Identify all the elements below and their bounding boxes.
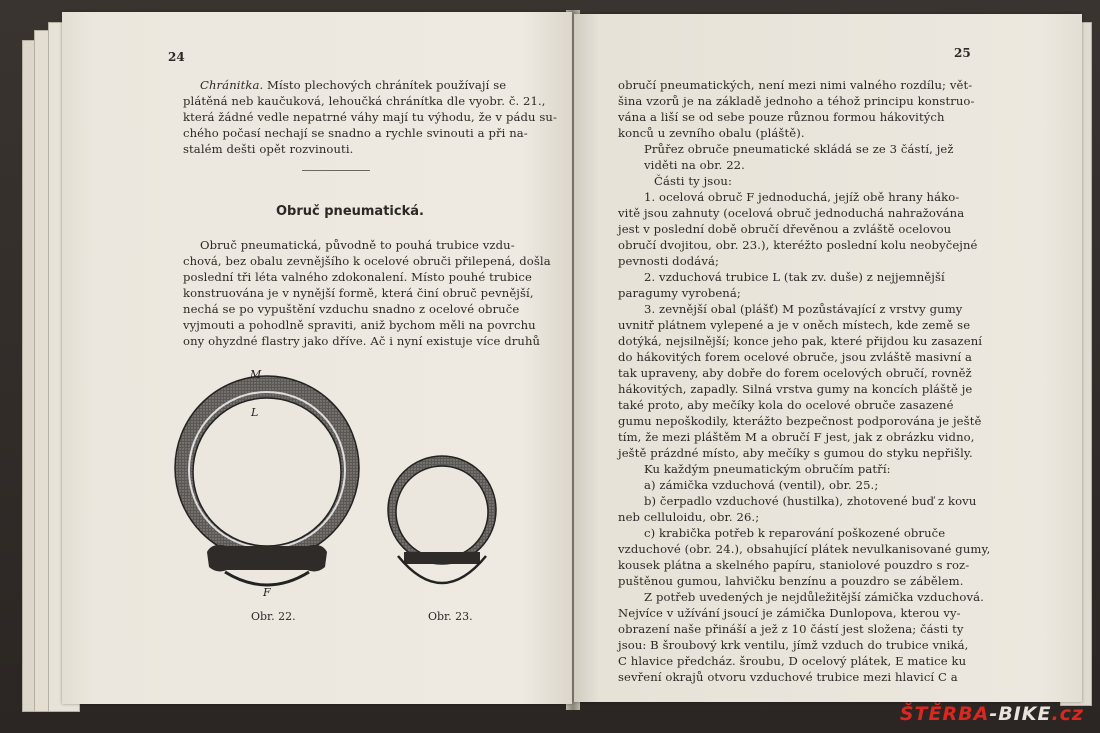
page-number: 25 bbox=[954, 46, 971, 60]
rim-hook bbox=[207, 545, 327, 572]
text-line: pevnosti dodává; bbox=[618, 254, 719, 268]
text-line: Obruč pneumatická, původně to pouhá trubice vzdu- bbox=[200, 238, 515, 252]
text-line: která žádné vedle nepatrné váhy mají tu výhodu, že v pádu su- bbox=[183, 110, 558, 124]
text-line: a) zámička vzduchová (ventil), obr. 25.; bbox=[644, 478, 879, 492]
text-line: 1. ocelová obruč F jednoduchá, jejíž obě hrany háko- bbox=[644, 190, 960, 204]
text-line: také proto, aby mečíky kola do ocelové obruče zasazené bbox=[618, 398, 954, 412]
label-f: F bbox=[263, 586, 271, 599]
text-line: tak upraveny, aby dobře do forem ocelových obručí, rovněž bbox=[618, 366, 972, 380]
text-line: šina vzorů je na základě jednoho a téhož principu konstruo- bbox=[618, 94, 975, 108]
rim-base bbox=[225, 572, 309, 585]
text-line: chého počasí nechají se snadno a rychle svinouti a při na- bbox=[183, 126, 528, 140]
text-line: vitě jsou zahnuty (ocelová obruč jednoduchá nahražována bbox=[618, 206, 965, 220]
text-line: viděti na obr. 22. bbox=[644, 158, 745, 172]
text-line: stalém dešti opět rozvinouti. bbox=[183, 142, 354, 156]
text-line: tím, že mezi pláštěm M a obručí F jest, jak z obrázku vidno, bbox=[618, 430, 975, 444]
text-line: poslední tři léta valného zdokonalení. Místo pouhé trubice bbox=[183, 270, 532, 284]
text-line: c) krabička potřeb k reparování poškozené obruče bbox=[644, 526, 946, 540]
watermark-text: -BIKE bbox=[989, 703, 1052, 725]
text-line: vána a liší se od sebe pouze různou formou hákovitých bbox=[618, 110, 945, 124]
text-line: paragumy vyrobená; bbox=[618, 286, 741, 300]
text-line: plátěná neb kaučuková, lehoučká chránítka dle vyobr. č. 21., bbox=[183, 94, 546, 108]
text-line: nechá se po vypuštění vzduchu snadno z ocelové obruče bbox=[183, 302, 520, 316]
figure-23-tire-cross-section bbox=[384, 432, 504, 612]
text-line: gumu nepoškodily, kterážto bezpečnost podporována je ještě bbox=[618, 414, 982, 428]
section-heading: Obruč pneumatická. bbox=[276, 204, 424, 219]
text-line: obrazení naše přináší a jež z 10 částí jest složena; části ty bbox=[618, 622, 964, 636]
label-l: L bbox=[251, 406, 259, 419]
text-line: hákovitých, zapadly. Silná vrstva gumy na koncích pláště je bbox=[618, 382, 973, 396]
text-line: C hlavice předcház. šroubu, D ocelový plátek, E matice ku bbox=[618, 654, 967, 668]
double-rim bbox=[404, 552, 480, 564]
text-line: jsou: B šroubový krk ventilu, jímž vzduch do trubice vniká, bbox=[618, 638, 969, 652]
text-line: ještě prázdné místo, aby mečíky s gumou do styku nepřišly. bbox=[618, 446, 973, 460]
text-line: chová, bez obalu zevnějšího k ocelové obruči přilepená, došla bbox=[183, 254, 551, 268]
right-page bbox=[574, 14, 1082, 702]
text-line: obručí pneumatických, není mezi nimi valného rozdílu; vět- bbox=[618, 78, 973, 92]
page-number: 24 bbox=[168, 50, 185, 64]
text-line: dotýká, nejsilnější; konce jeho pak, které přijdou ku zasazení bbox=[618, 334, 983, 348]
text-line: neb celluloidu, obr. 26.; bbox=[618, 510, 760, 524]
label-m: M bbox=[250, 368, 262, 381]
text-line: 2. vzduchová trubice L (tak zv. duše) z nejjemnější bbox=[644, 270, 945, 284]
text-line: do hákovitých forem ocelové obruče, jsou zvláště masivní a bbox=[618, 350, 972, 364]
text-line: puštěnou gumou, lahvičku benzínu a pouzdro se zábělem. bbox=[618, 574, 964, 588]
watermark-text: .cz bbox=[1051, 703, 1084, 725]
text-line: ony ohyzdné flastry jako dříve. Ač i nyní existuje více druhů bbox=[183, 334, 541, 348]
text-line: sevření okrajů otvoru vzduchové trubice mezi hlavicí C a bbox=[618, 670, 958, 684]
section-divider bbox=[302, 170, 370, 171]
text-line: uvnitř plátnem vylepené a je v oněch místech, kde země se bbox=[618, 318, 971, 332]
text-line: 3. zevnější obal (plášť) M pozůstávající z vrstvy gumy bbox=[644, 302, 963, 316]
tire-hollow bbox=[396, 466, 488, 558]
left-page bbox=[62, 12, 572, 704]
site-watermark bbox=[900, 703, 1084, 725]
text-line: b) čerpadlo vzduchové (hustilka), zhotovené buď z kovu bbox=[644, 494, 977, 508]
text-line: jest v poslední době obručí dřevěnou a zvláště ocelovou bbox=[618, 222, 952, 236]
text-line: kousek plátna a skelného papíru, staniolové pouzdro s roz- bbox=[618, 558, 970, 572]
watermark-text: ŠTĚRBA bbox=[899, 703, 990, 725]
text-line bbox=[200, 78, 506, 94]
text-line: konstruována je v nynější formě, která činí obruč pevnější, bbox=[183, 286, 534, 300]
tire-hollow bbox=[193, 398, 341, 546]
figure-22-tire-cross-section bbox=[167, 352, 377, 612]
text-line: Ku každým pneumatickým obručím patří: bbox=[644, 462, 891, 476]
italic-term: Chránitka. bbox=[200, 78, 264, 92]
text-line: vyjmouti a pohodlně spraviti, aniž bychom měli na povrchu bbox=[183, 318, 536, 332]
text-line: Z potřeb uvedených je nejdůležitější zámička vzduchová. bbox=[644, 590, 984, 604]
text-line: Části ty jsou: bbox=[654, 174, 732, 188]
text-line: Nejvíce v užívání jsoucí je zámička Dunlopova, kterou vy- bbox=[618, 606, 961, 620]
text-line: vzduchové (obr. 24.), obsahující plátek nevulkanisované gumy, bbox=[618, 542, 991, 556]
text-line: konců u zevního obalu (pláště). bbox=[618, 126, 805, 140]
text-line: Průřez obruče pneumatické skládá se ze 3 částí, jež bbox=[644, 142, 954, 156]
figure-23-caption: Obr. 23. bbox=[428, 610, 473, 623]
text-span: Místo plechových chránítek používají se bbox=[263, 78, 507, 92]
text-line: obručí dvojitou, obr. 23.), kteréžto poslední kolu neobyčejné bbox=[618, 238, 978, 252]
figure-22-caption: Obr. 22. bbox=[251, 610, 296, 623]
